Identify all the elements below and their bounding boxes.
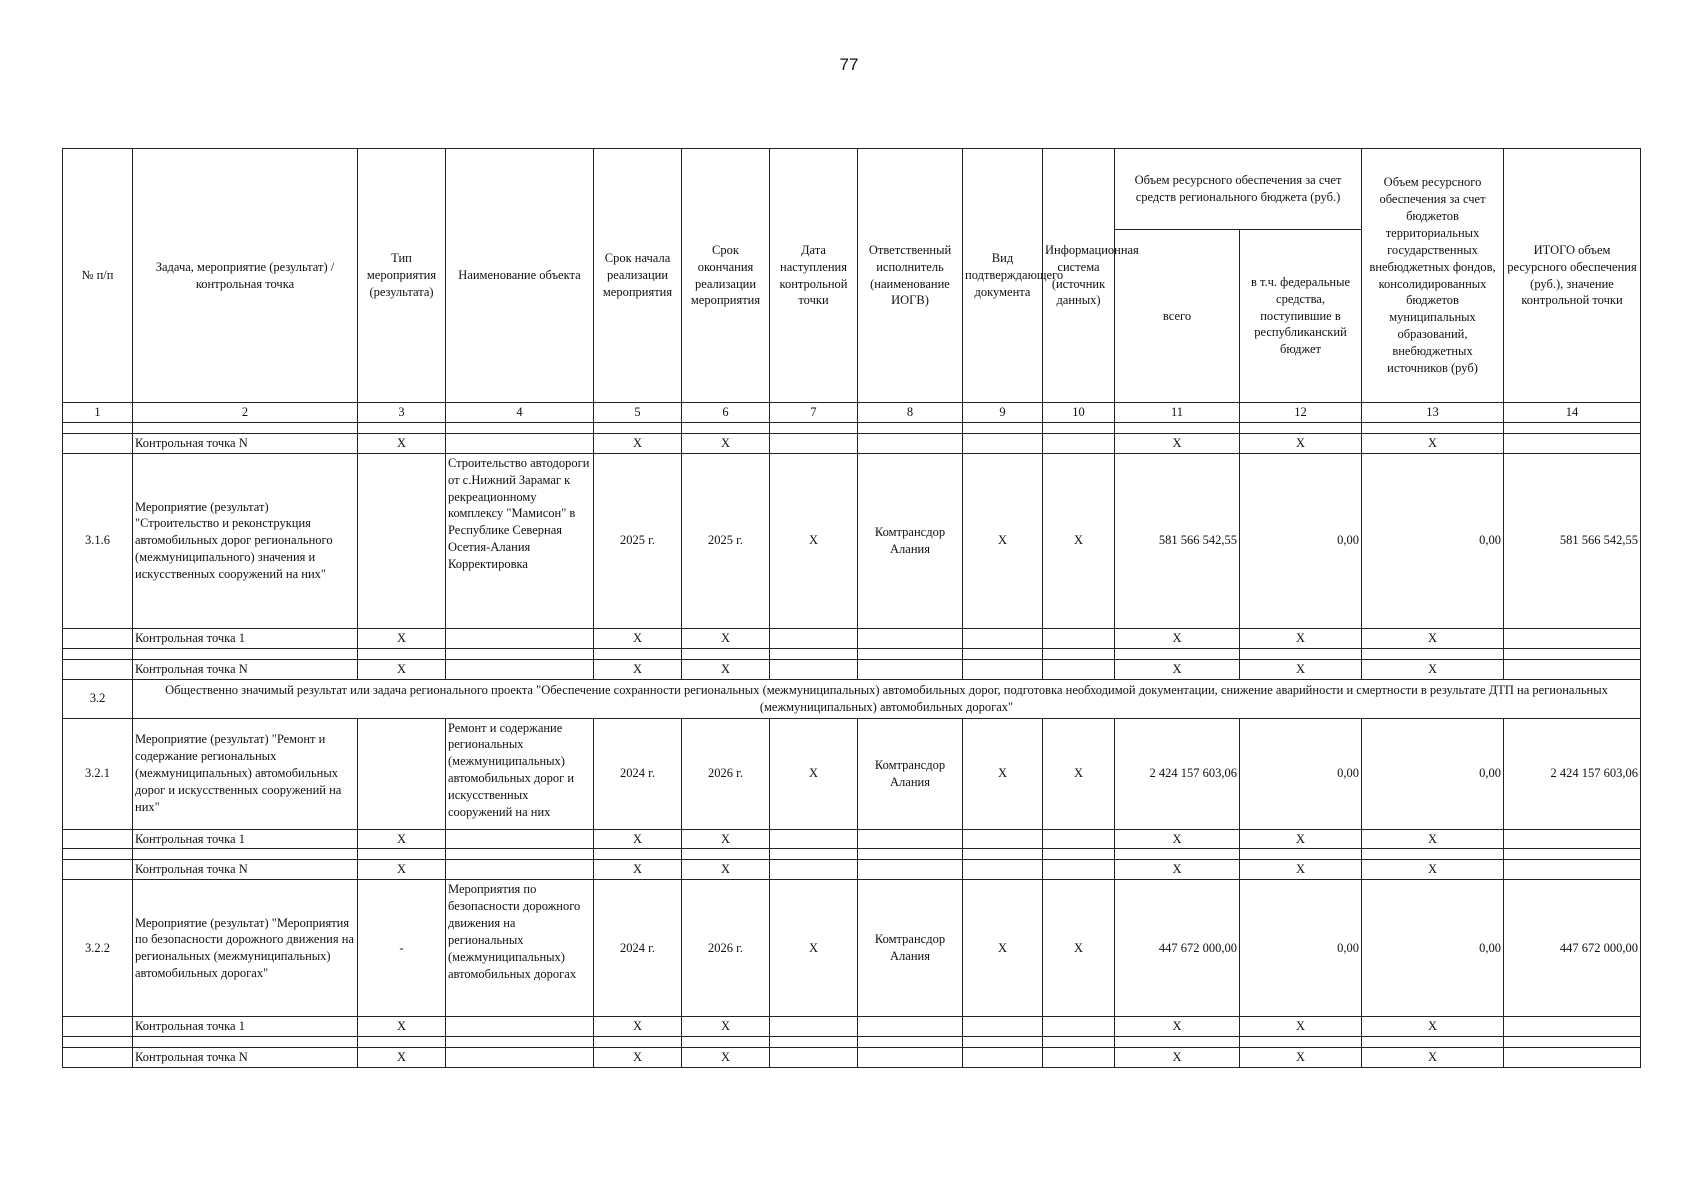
- col-number: 1: [63, 403, 133, 423]
- control-point-label: Контрольная точка 1: [133, 829, 358, 849]
- activity-end: 2025 г.: [682, 453, 770, 628]
- row-num: 3.2.2: [63, 880, 133, 1017]
- x-mark: X: [594, 829, 682, 849]
- column-numbers-row: [63, 403, 1641, 423]
- col-number: 5: [594, 403, 682, 423]
- hdr-start: Срок начала реализации мероприятия: [594, 149, 682, 403]
- x-mark: X: [770, 718, 858, 829]
- type-mark: -: [358, 880, 446, 1017]
- control-point-row: [63, 659, 1641, 679]
- col-number: 6: [682, 403, 770, 423]
- x-mark: X: [1362, 628, 1504, 648]
- hdr-task: Задача, мероприятие (результат) / контрольная точка: [133, 149, 358, 403]
- x-mark: X: [1043, 718, 1115, 829]
- activity-task: Мероприятие (результат) "Мероприятия по безопасности дорожного движения на региональных (межмуниципальных) автомобильных дорогах": [133, 880, 358, 1017]
- row-num: 3.2: [63, 679, 133, 718]
- spacer-row: [63, 849, 1641, 860]
- col-number: 3: [358, 403, 446, 423]
- control-point-row: [63, 628, 1641, 648]
- x-mark: X: [358, 829, 446, 849]
- amount-total: 2 424 157 603,06: [1115, 718, 1240, 829]
- page-number: 77: [839, 55, 859, 74]
- hdr-date: Дата наступления контрольной точки: [770, 149, 858, 403]
- amount-territorial: 0,00: [1362, 880, 1504, 1017]
- control-point-row: [63, 1048, 1641, 1068]
- x-mark: X: [682, 1017, 770, 1037]
- amount-grand-total: 2 424 157 603,06: [1504, 718, 1641, 829]
- col-number: 2: [133, 403, 358, 423]
- hdr-regional-group: Объем ресурсного обеспечения за счет средств регионального бюджета (руб.): [1115, 149, 1362, 230]
- activity-start: 2025 г.: [594, 453, 682, 628]
- hdr-executor: Ответственный исполнитель (наименование ИОГВ): [858, 149, 963, 403]
- row-num: 3.1.6: [63, 453, 133, 628]
- col-number: 12: [1240, 403, 1362, 423]
- x-mark: X: [1115, 659, 1240, 679]
- x-mark: X: [1240, 1017, 1362, 1037]
- hdr-territorial: Объем ресурсного обеспечения за счет бюджетов территориальных государственных внебюджетных фондов, консолидированных бюджетов муниципальных образований, внебюджетных источников (руб): [1362, 149, 1504, 403]
- x-mark: X: [358, 659, 446, 679]
- hdr-system: Информационная система (источник данных): [1043, 149, 1115, 403]
- control-point-row: [63, 433, 1641, 453]
- x-mark: X: [1362, 659, 1504, 679]
- row-num: 3.2.1: [63, 718, 133, 829]
- hdr-end: Срок окончания реализации мероприятия: [682, 149, 770, 403]
- spacer-row: [63, 422, 1641, 433]
- activity-task: Мероприятие (результат) "Ремонт и содержание региональных (межмуниципальных) автомобильных дорог и искусственных сооружений на них": [133, 718, 358, 829]
- activity-object: Ремонт и содержание региональных (межмуниципальных) автомобильных дорог и искусственных сооружений на них: [446, 718, 594, 829]
- hdr-federal: в т.ч. федеральные средства, поступившие в республиканский бюджет: [1240, 230, 1362, 403]
- control-point-label: Контрольная точка N: [133, 659, 358, 679]
- activity-object: Строительство автодороги от с.Нижний Зарамаг к рекреационному комплексу "Мамисон" в Республике Северная Осетия-Алания Корректировка: [446, 453, 594, 628]
- hdr-doc: Вид подтверждающего документа: [963, 149, 1043, 403]
- x-mark: X: [358, 628, 446, 648]
- hdr-num: № п/п: [63, 149, 133, 403]
- control-point-label: Контрольная точка 1: [133, 628, 358, 648]
- control-point-label: Контрольная точка N: [133, 860, 358, 880]
- x-mark: X: [682, 1048, 770, 1068]
- x-mark: X: [1115, 1048, 1240, 1068]
- spacer-row: [63, 648, 1641, 659]
- activity-executor: Комтрансдор Алания: [858, 453, 963, 628]
- col-number: 8: [858, 403, 963, 423]
- x-mark: X: [594, 659, 682, 679]
- x-mark: X: [963, 718, 1043, 829]
- control-point-row: [63, 1017, 1641, 1037]
- x-mark: X: [358, 433, 446, 453]
- x-mark: X: [682, 829, 770, 849]
- x-mark: X: [594, 1048, 682, 1068]
- hdr-grand-total: ИТОГО объем ресурсного обеспечения (руб.), значение контрольной точки: [1504, 149, 1641, 403]
- x-mark: X: [1240, 1048, 1362, 1068]
- activity-row-3-1-6: [63, 453, 1641, 628]
- x-mark: X: [1362, 860, 1504, 880]
- activity-end: 2026 г.: [682, 880, 770, 1017]
- activity-task: Мероприятие (результат) "Строительство и реконструкция автомобильных дорог регионального (межмуниципального) значения и искусственных сооружений на них": [133, 453, 358, 628]
- x-mark: X: [1115, 860, 1240, 880]
- x-mark: X: [358, 1048, 446, 1068]
- amount-grand-total: 581 566 542,55: [1504, 453, 1641, 628]
- x-mark: X: [1362, 1017, 1504, 1037]
- group-row-3-2: [63, 679, 1641, 718]
- col-number: 7: [770, 403, 858, 423]
- x-mark: X: [1240, 860, 1362, 880]
- x-mark: X: [1240, 829, 1362, 849]
- x-mark: X: [1043, 880, 1115, 1017]
- x-mark: X: [770, 880, 858, 1017]
- control-point-row: [63, 860, 1641, 880]
- col-number: 11: [1115, 403, 1240, 423]
- amount-total: 447 672 000,00: [1115, 880, 1240, 1017]
- resource-table: [62, 148, 1641, 1068]
- col-number: 13: [1362, 403, 1504, 423]
- x-mark: X: [682, 659, 770, 679]
- activity-start: 2024 г.: [594, 880, 682, 1017]
- col-number: 14: [1504, 403, 1641, 423]
- x-mark: X: [1240, 628, 1362, 648]
- control-point-row: [63, 829, 1641, 849]
- activity-end: 2026 г.: [682, 718, 770, 829]
- x-mark: X: [358, 860, 446, 880]
- control-point-label: Контрольная точка 1: [133, 1017, 358, 1037]
- x-mark: X: [1240, 433, 1362, 453]
- x-mark: X: [1362, 829, 1504, 849]
- control-point-label: Контрольная точка N: [133, 1048, 358, 1068]
- x-mark: X: [1115, 433, 1240, 453]
- group-text: Общественно значимый результат или задача регионального проекта "Обеспечение сохранности региональных (межмуниципальных) автомобильных дорог, подготовка необходимой документации, снижение аварийности и смертности в результате ДТП на региональных (межмуниципальных) автомобильных дорогах": [133, 679, 1641, 718]
- amount-federal: 0,00: [1240, 718, 1362, 829]
- col-number: 10: [1043, 403, 1115, 423]
- control-point-label: Контрольная точка N: [133, 433, 358, 453]
- x-mark: X: [1240, 659, 1362, 679]
- spacer-row: [63, 1037, 1641, 1048]
- activity-executor: Комтрансдор Алания: [858, 880, 963, 1017]
- activity-row-3-2-2: [63, 880, 1641, 1017]
- hdr-object: Наименование объекта: [446, 149, 594, 403]
- amount-territorial: 0,00: [1362, 453, 1504, 628]
- col-number: 9: [963, 403, 1043, 423]
- hdr-type: Тип мероприятия (результата): [358, 149, 446, 403]
- x-mark: X: [358, 1017, 446, 1037]
- x-mark: X: [594, 433, 682, 453]
- amount-territorial: 0,00: [1362, 718, 1504, 829]
- amount-grand-total: 447 672 000,00: [1504, 880, 1641, 1017]
- x-mark: X: [594, 860, 682, 880]
- x-mark: X: [770, 453, 858, 628]
- x-mark: X: [594, 1017, 682, 1037]
- x-mark: X: [682, 628, 770, 648]
- activity-start: 2024 г.: [594, 718, 682, 829]
- x-mark: X: [682, 433, 770, 453]
- hdr-total: всего: [1115, 230, 1240, 403]
- x-mark: X: [1362, 1048, 1504, 1068]
- x-mark: X: [682, 860, 770, 880]
- x-mark: X: [1115, 1017, 1240, 1037]
- col-number: 4: [446, 403, 594, 423]
- x-mark: X: [1115, 829, 1240, 849]
- x-mark: X: [963, 880, 1043, 1017]
- x-mark: X: [594, 628, 682, 648]
- x-mark: X: [1043, 453, 1115, 628]
- activity-row-3-2-1: [63, 718, 1641, 829]
- activity-executor: Комтрансдор Алания: [858, 718, 963, 829]
- header-row: [63, 149, 1641, 230]
- activity-object: Мероприятия по безопасности дорожного движения на региональных (межмуниципальных) автомобильных дорогах: [446, 880, 594, 1017]
- x-mark: X: [963, 453, 1043, 628]
- amount-total: 581 566 542,55: [1115, 453, 1240, 628]
- amount-federal: 0,00: [1240, 453, 1362, 628]
- x-mark: X: [1362, 433, 1504, 453]
- amount-federal: 0,00: [1240, 880, 1362, 1017]
- x-mark: X: [1115, 628, 1240, 648]
